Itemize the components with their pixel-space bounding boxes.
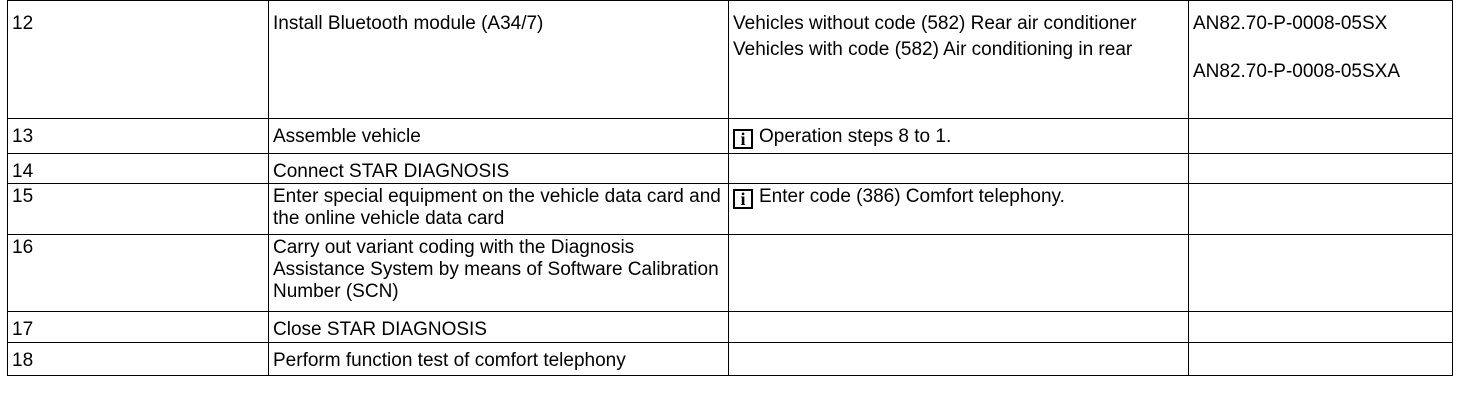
- step-action: Assemble vehicle: [269, 119, 729, 154]
- step-number: 16: [8, 235, 269, 312]
- step-documents: [1189, 154, 1453, 184]
- step-number: 14: [8, 154, 269, 184]
- table-row: [8, 154, 1453, 184]
- info-icon[interactable]: i: [733, 129, 753, 149]
- note-text: Enter code (386) Comfort telephony.: [759, 186, 1065, 207]
- step-number: 18: [8, 343, 269, 376]
- step-note: [729, 184, 1189, 235]
- step-note: [729, 235, 1189, 312]
- info-icon[interactable]: i: [733, 189, 753, 209]
- condition-text: Vehicles without code (582) Rear air conditioner: [733, 13, 1137, 34]
- step-action: Carry out variant coding with the Diagnosis Assistance System by means of Software Calibration Number (SCN): [269, 235, 729, 312]
- step-documents: [1189, 343, 1453, 376]
- step-action: Install Bluetooth module (A34/7): [269, 1, 729, 119]
- step-documents: [1189, 235, 1453, 312]
- step-action: Perform function test of comfort telephony: [269, 343, 729, 376]
- condition-text: Vehicles with code (582) Air conditioning in rear: [733, 39, 1133, 60]
- step-number: 13: [8, 119, 269, 154]
- step-number: 17: [8, 312, 269, 343]
- step-documents: [1189, 312, 1453, 343]
- step-note: [729, 343, 1189, 376]
- procedure-table: [7, 0, 1453, 376]
- document-reference-link[interactable]: AN82.70-P-0008-05SX: [1193, 13, 1388, 34]
- step-conditions: [729, 1, 1189, 119]
- step-number: 12: [8, 1, 269, 119]
- table-row: [8, 1, 1453, 119]
- step-number: 15: [8, 184, 269, 235]
- step-action: Connect STAR DIAGNOSIS: [269, 154, 729, 184]
- step-documents: [1189, 184, 1453, 235]
- step-note: [729, 119, 1189, 154]
- step-note: [729, 312, 1189, 343]
- table-row: [8, 312, 1453, 343]
- note-text: Operation steps 8 to 1.: [759, 126, 952, 147]
- step-documents: [1189, 1, 1453, 119]
- step-action: Enter special equipment on the vehicle data card and the online vehicle data card: [269, 184, 729, 235]
- step-action: Close STAR DIAGNOSIS: [269, 312, 729, 343]
- step-note: [729, 154, 1189, 184]
- document-reference-link[interactable]: AN82.70-P-0008-05SXA: [1193, 61, 1401, 82]
- table-row: [8, 343, 1453, 376]
- table-row: [8, 235, 1453, 312]
- table-row: [8, 119, 1453, 154]
- step-documents: [1189, 119, 1453, 154]
- table-row: [8, 184, 1453, 235]
